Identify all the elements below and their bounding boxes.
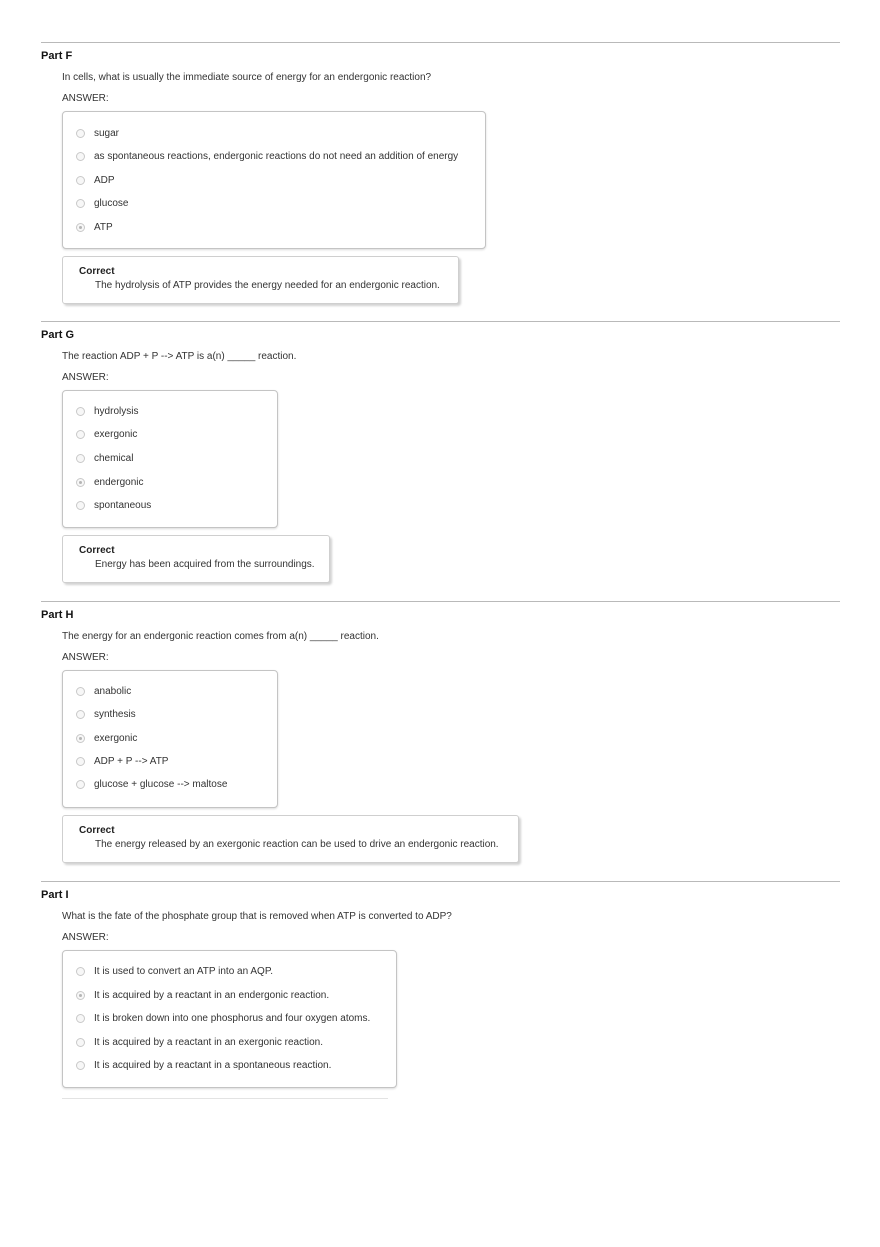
option-label: synthesis xyxy=(94,708,136,720)
option-item[interactable] xyxy=(76,777,227,791)
answer-options xyxy=(62,111,486,249)
radio-button[interactable] xyxy=(76,710,85,719)
feedback-title: Correct xyxy=(79,266,115,277)
option-label: as spontaneous reactions, endergonic reactions do not need an addition of energy xyxy=(94,150,459,162)
radio-button[interactable] xyxy=(76,734,85,743)
feedback-text: The energy released by an exergonic reaction can be used to drive an endergonic reaction. xyxy=(95,839,499,850)
option-label: ADP xyxy=(94,174,115,186)
divider xyxy=(41,601,840,602)
part-title: Part H xyxy=(41,609,74,621)
answer-label: ANSWER: xyxy=(62,932,109,943)
option-label: ATP xyxy=(94,221,113,233)
option-label: exergonic xyxy=(94,428,138,440)
option-label: endergonic xyxy=(94,476,144,488)
radio-button[interactable] xyxy=(76,129,85,138)
radio-button[interactable] xyxy=(76,407,85,416)
question-text: What is the fate of the phosphate group that is removed when ATP is converted to ADP? xyxy=(62,911,452,922)
option-item[interactable] xyxy=(76,427,137,441)
divider xyxy=(41,42,840,43)
radio-button[interactable] xyxy=(76,223,85,232)
option-label: glucose xyxy=(94,197,129,209)
answer-options xyxy=(62,390,278,528)
radio-button[interactable] xyxy=(76,501,85,510)
radio-button[interactable] xyxy=(76,152,85,161)
answer-options xyxy=(62,950,397,1088)
feedback-box xyxy=(62,535,330,583)
option-label: glucose + glucose --> maltose xyxy=(94,778,228,790)
feedback-box xyxy=(62,815,519,863)
radio-button[interactable] xyxy=(76,1014,85,1023)
radio-button[interactable] xyxy=(76,991,85,1000)
option-label: It is acquired by a reactant in a spontaneous reaction. xyxy=(94,1059,332,1071)
option-item[interactable] xyxy=(76,498,151,512)
option-item[interactable] xyxy=(76,149,458,163)
option-label: It is acquired by a reactant in an endergonic reaction. xyxy=(94,989,330,1001)
part-title: Part G xyxy=(41,329,75,341)
feedback-title: Correct xyxy=(79,545,115,556)
option-label: It is broken down into one phosphorus and four oxygen atoms. xyxy=(94,1012,371,1024)
option-item[interactable] xyxy=(76,1035,323,1049)
radio-button[interactable] xyxy=(76,176,85,185)
option-item[interactable] xyxy=(76,475,143,489)
divider xyxy=(41,321,840,322)
radio-button[interactable] xyxy=(76,1061,85,1070)
radio-button[interactable] xyxy=(76,199,85,208)
option-label: hydrolysis xyxy=(94,405,139,417)
option-item[interactable] xyxy=(76,731,137,745)
option-item[interactable] xyxy=(76,1011,370,1025)
option-item[interactable] xyxy=(76,988,329,1002)
radio-button[interactable] xyxy=(76,687,85,696)
part-title: Part I xyxy=(41,889,69,901)
option-item[interactable] xyxy=(76,964,273,978)
feedback-title: Correct xyxy=(79,825,115,836)
answer-options xyxy=(62,670,278,808)
question-text: In cells, what is usually the immediate source of energy for an endergonic reaction? xyxy=(62,72,432,83)
option-item[interactable] xyxy=(76,126,119,140)
option-label: It is acquired by a reactant in an exergonic reaction. xyxy=(94,1036,324,1048)
question-text: The reaction ADP + P --> ATP is a(n) _____ reaction. xyxy=(62,351,297,362)
answer-label: ANSWER: xyxy=(62,652,109,663)
radio-button[interactable] xyxy=(76,780,85,789)
option-item[interactable] xyxy=(76,754,168,768)
option-label: exergonic xyxy=(94,732,138,744)
option-item[interactable] xyxy=(76,404,138,418)
option-item[interactable] xyxy=(76,451,133,465)
option-label: It is used to convert an ATP into an AQP. xyxy=(94,965,273,977)
radio-button[interactable] xyxy=(76,967,85,976)
radio-button[interactable] xyxy=(76,1038,85,1047)
option-item[interactable] xyxy=(76,684,131,698)
option-item[interactable] xyxy=(76,220,113,234)
option-item[interactable] xyxy=(76,173,115,187)
radio-button[interactable] xyxy=(76,757,85,766)
option-label: chemical xyxy=(94,452,134,464)
divider xyxy=(62,1098,388,1099)
option-label: ADP + P --> ATP xyxy=(94,755,169,767)
option-item[interactable] xyxy=(76,707,136,721)
feedback-text: Energy has been acquired from the surroundings. xyxy=(95,559,315,570)
radio-button[interactable] xyxy=(76,430,85,439)
question-text: The energy for an endergonic reaction comes from a(n) _____ reaction. xyxy=(62,631,379,642)
option-item[interactable] xyxy=(76,196,128,210)
divider xyxy=(41,881,840,882)
radio-button[interactable] xyxy=(76,454,85,463)
option-label: spontaneous xyxy=(94,499,152,511)
option-label: anabolic xyxy=(94,685,132,697)
answer-label: ANSWER: xyxy=(62,93,109,104)
feedback-text: The hydrolysis of ATP provides the energy needed for an endergonic reaction. xyxy=(95,280,440,291)
feedback-box xyxy=(62,256,459,304)
answer-label: ANSWER: xyxy=(62,372,109,383)
option-label: sugar xyxy=(94,127,120,139)
radio-button[interactable] xyxy=(76,478,85,487)
option-item[interactable] xyxy=(76,1058,331,1072)
part-title: Part F xyxy=(41,50,73,62)
